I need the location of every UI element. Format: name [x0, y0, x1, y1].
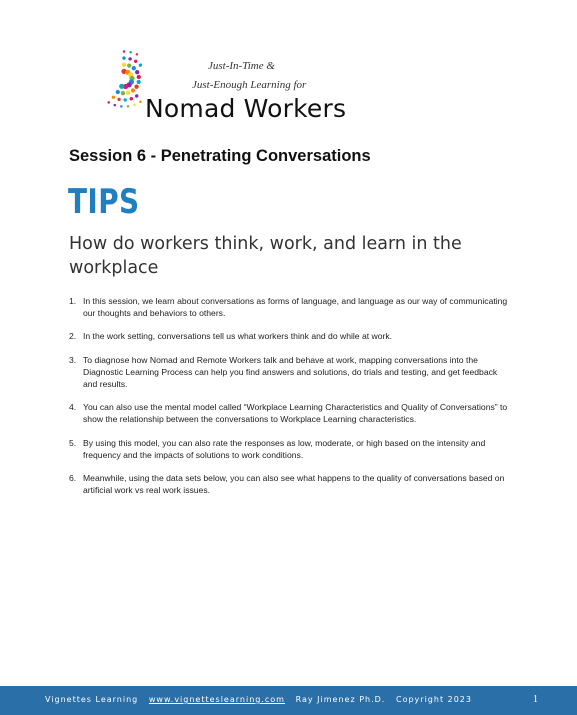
- item-text: In the work setting, conversations tell us what workers think and do while at work.: [83, 331, 393, 342]
- footer-author: Ray Jimenez Ph.D.: [295, 695, 386, 704]
- footer-bar: [0, 686, 577, 715]
- item-text: By using this model, you can also rate the responses as low, moderate, or high based on the intensity and frequency and the impacts of solutions to work conditions.: [83, 437, 486, 460]
- tips-heading: TIPS: [68, 182, 140, 222]
- list-item: [69, 438, 509, 461]
- item-text: In this session, we learn about conversations as forms of language, and language as our way of communicating our thoughts and behaviors to others.: [83, 296, 508, 318]
- item-text: You can also use the mental model called “Workplace Learning Characteristics and Quality of Conversations” to show the relationship between the conversations to Workplace Learning characteristics.: [83, 402, 508, 425]
- item-number: 3.: [69, 355, 77, 366]
- item-number: 2.: [69, 331, 77, 342]
- page-number: 1: [533, 694, 539, 705]
- list-item: [69, 473, 509, 496]
- footer-text: [45, 695, 472, 704]
- footer-company: Vignettes Learning: [45, 695, 139, 704]
- tagline-line-1: Just-In-Time &: [208, 60, 275, 72]
- item-number: 1.: [69, 296, 77, 306]
- footer-website-link[interactable]: www.vignetteslearning.com: [148, 695, 285, 704]
- tips-list: [69, 296, 509, 509]
- footer-copyright: Copyright 2023: [395, 695, 472, 704]
- tagline-line-2: Just-Enough Learning for: [192, 79, 307, 91]
- list-item: [69, 355, 509, 390]
- item-number: 4.: [69, 402, 77, 413]
- list-item: [69, 331, 509, 343]
- brand-title: Nomad Workers: [145, 94, 347, 123]
- dot-spiral-logo-icon: [84, 50, 142, 108]
- subtitle: How do workers think, work, and learn in the workplace: [69, 234, 462, 278]
- list-item: [69, 402, 509, 425]
- item-text: To diagnose how Nomad and Remote Workers talk and behave at work, mapping conversations into the Diagnostic Learning Process can help you find answers and solutions, do trials and testing, and get feedback and results.: [83, 355, 498, 389]
- tagline: [192, 57, 342, 95]
- item-number: 5.: [69, 437, 77, 448]
- session-title: Session 6 - Penetrating Conversations: [69, 147, 371, 165]
- item-number: 6.: [69, 473, 77, 484]
- item-text: Meanwhile, using the data sets below, you can also see what happens to the quality of conversations based on artificial work vs real work issues.: [83, 473, 505, 496]
- list-item: [69, 296, 509, 319]
